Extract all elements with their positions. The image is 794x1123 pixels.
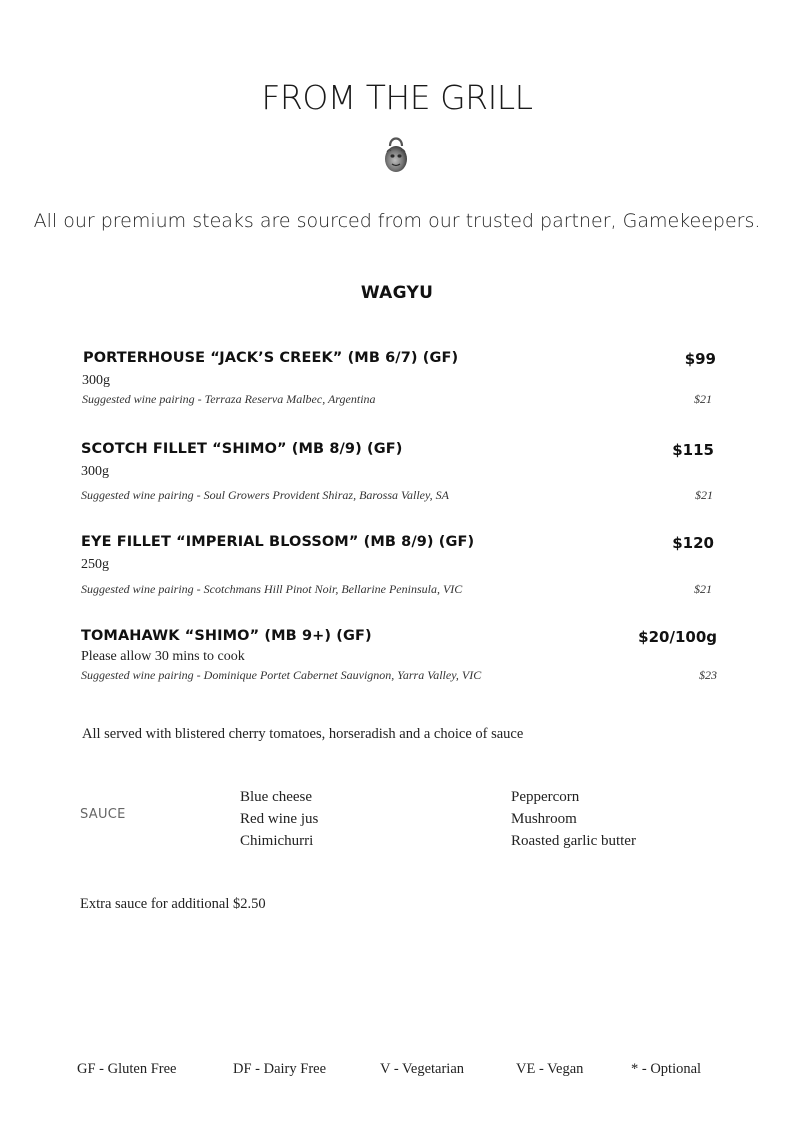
- item-price: $20/100g: [638, 628, 717, 646]
- sauce-option: Roasted garlic butter: [511, 833, 636, 849]
- sauce-option: Peppercorn: [511, 789, 580, 805]
- item-note: Please allow 30 mins to cook: [81, 649, 245, 664]
- wine-price: $23: [699, 668, 717, 682]
- legend-optional: * - Optional: [631, 1061, 702, 1077]
- item-weight: 300g: [81, 464, 109, 479]
- wine-pairing: Suggested wine pairing - Scotchmans Hill Pinot Noir, Bellarine Peninsula, VIC: [81, 582, 463, 596]
- page-title: FROM THE GRILL: [261, 78, 533, 117]
- intro-text: All our premium steaks are sourced from our trusted partner, Gamekeepers.: [33, 210, 761, 232]
- wine-price: $21: [694, 582, 712, 596]
- section-title: WAGYU: [360, 283, 434, 303]
- item-price: $120: [672, 534, 714, 552]
- sauce-option: Chimichurri: [240, 833, 314, 849]
- sauce-option: Blue cheese: [240, 789, 313, 805]
- legend-vegetarian: V - Vegetarian: [380, 1061, 465, 1077]
- wine-pairing: Suggested wine pairing - Dominique Portet Cabernet Sauvignon, Yarra Valley, VIC: [81, 668, 482, 682]
- sauce-column-1: [240, 786, 318, 852]
- item-weight: 250g: [81, 557, 109, 572]
- sauce-option: Red wine jus: [240, 811, 319, 827]
- extra-sauce-note: Extra sauce for additional $2.50: [80, 896, 266, 912]
- item-name: TOMAHAWK “SHIMO” (MB 9+) (GF): [81, 628, 372, 644]
- lion-head-door-knocker-icon: [381, 130, 411, 174]
- wine-price: $21: [694, 392, 712, 406]
- item-price: $115: [672, 441, 714, 459]
- sauce-label: SAUCE: [80, 807, 126, 822]
- wine-pairing: Suggested wine pairing - Soul Growers Provident Shiraz, Barossa Valley, SA: [81, 488, 449, 502]
- item-name: PORTERHOUSE “JACK’S CREEK” (MB 6/7) (GF): [83, 350, 459, 366]
- wine-pairing: Suggested wine pairing - Terraza Reserva Malbec, Argentina: [82, 392, 376, 406]
- item-name: SCOTCH FILLET “SHIMO” (MB 8/9) (GF): [81, 441, 403, 457]
- sauce-option: Mushroom: [511, 811, 577, 827]
- wine-price: $21: [695, 488, 713, 502]
- legend-gluten-free: GF - Gluten Free: [77, 1061, 177, 1077]
- sauce-column-2: [511, 786, 636, 852]
- item-weight: 300g: [82, 373, 110, 388]
- item-price: $99: [684, 350, 716, 368]
- legend-vegan: VE - Vegan: [516, 1061, 584, 1077]
- legend-dairy-free: DF - Dairy Free: [233, 1061, 327, 1077]
- served-note: All served with blistered cherry tomatoes, horseradish and a choice of sauce: [82, 726, 524, 742]
- item-name: EYE FILLET “IMPERIAL BLOSSOM” (MB 8/9) (GF): [81, 534, 475, 550]
